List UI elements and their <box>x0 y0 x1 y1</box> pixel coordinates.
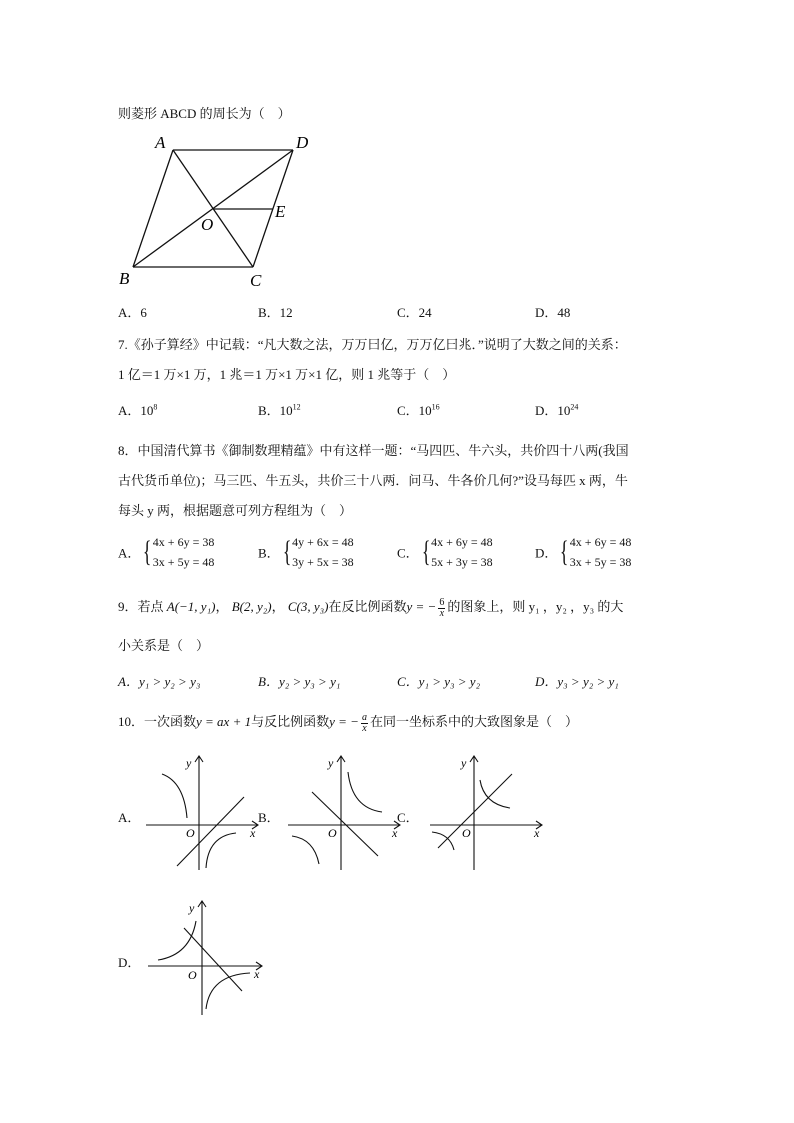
q7-option-a[interactable]: A．$10^8$ <box>118 402 158 418</box>
q9-option-d[interactable]: D．y₃ > y₂ > y₁ <box>535 674 619 689</box>
linear-line <box>438 774 512 848</box>
q8-option-b[interactable]: B．{ 4y + 6x = 48 3y + 5x = 38 <box>258 535 354 569</box>
q10-graph-d[interactable] <box>144 895 274 1020</box>
origin-label: O <box>188 968 197 982</box>
hyperbola-branch <box>348 772 382 812</box>
axis-x-label: x <box>534 826 540 840</box>
label-d: D <box>296 133 309 152</box>
q7-option-d[interactable]: D．$10^{24}$ <box>535 402 579 418</box>
q9-option-b[interactable]: B．y₂ > y₃ > y₁ <box>258 674 341 689</box>
hyperbola-branch <box>158 921 196 960</box>
q8-line3: 每头 y 两，根据题意可列方程组为（ ） <box>118 503 353 518</box>
label-o: O <box>201 215 214 234</box>
hyperbola-branch <box>292 836 319 864</box>
q7-line1: 7.《孙子算经》中记载：“凡大数之法，万万曰亿，万万亿曰兆．”说明了大数之间的关系： <box>118 337 627 352</box>
q6-option-c[interactable]: C．24 <box>397 305 432 320</box>
axis-y-label: y <box>186 756 192 770</box>
q10-line1: 10．一次函数y = ax + 1与反比例函数y = − $\frac{a}{x}$ 在同一坐标系中的大致图象是（ ） <box>118 711 578 734</box>
q9-line1: 9．若点 A(−1, y₁)， B(2, y₂)， C(3, y₃)在反比例函数y = − $\frac{6}{x}$ 的图象上，则 y₁ ，y₂ ，y₃ 的大 <box>118 596 624 619</box>
q8-option-a[interactable]: A．{ 4x + 6y = 38 3x + 5y = 48 <box>118 535 215 569</box>
q10-option-a-label[interactable]: A． <box>118 810 141 825</box>
origin-label: O <box>328 826 337 840</box>
q10-option-b-label[interactable]: B． <box>258 810 280 825</box>
q6-option-d[interactable]: D．48 <box>535 305 571 320</box>
label-c: C <box>250 271 262 290</box>
fraction: $\frac{a}{x}$ <box>361 711 367 734</box>
side-ba <box>133 150 173 267</box>
q10-graph-a[interactable] <box>140 752 270 877</box>
origin-label: O <box>462 826 471 840</box>
origin-label: O <box>186 826 195 840</box>
q9-option-a[interactable]: A．y₁ > y₂ > y₃ <box>118 674 201 689</box>
q7-option-c[interactable]: C．$10^{16}$ <box>397 402 440 418</box>
brace-icon: { <box>560 535 569 568</box>
axis-x-label: x <box>250 826 256 840</box>
q7-line2: 1 亿＝1 万×1 万，1 兆＝1 万×1 万×1 亿，则 1 兆等于（ ） <box>118 367 456 382</box>
hyperbola-branch <box>480 780 510 808</box>
brace-icon: { <box>421 535 431 568</box>
q10-graph-b[interactable] <box>282 752 412 877</box>
q8-line1: 8．中国清代算书《御制数理精蕴》中有这样一题：“马四匹、牛六头，共价四十八两(我国 <box>118 443 629 458</box>
label-e: E <box>275 202 286 221</box>
q10-option-d-label[interactable]: D． <box>118 955 141 970</box>
hyperbola-branch <box>206 973 250 1009</box>
q8-line2: 古代货币单位)；马三匹、牛五头，共价三十八两．问马、牛各价几何?”设马每匹 x 两，牛 <box>118 473 628 488</box>
q6-option-a[interactable]: A．6 <box>118 305 147 320</box>
q8-option-d[interactable]: D．{ 4x + 6y = 48 3x + 5y = 38 <box>535 535 632 569</box>
brace-icon: { <box>143 535 152 568</box>
q8-option-c[interactable]: C．{ 4x + 6y = 48 5x + 3y = 38 <box>397 535 493 569</box>
q7-option-b[interactable]: B．$10^{12}$ <box>258 402 301 418</box>
rhombus-figure <box>115 130 325 290</box>
axis-y-label: y <box>189 901 195 915</box>
axis-x-label: x <box>392 826 398 840</box>
axis-y-label: y <box>461 756 467 770</box>
axis-x-label: x <box>254 967 260 981</box>
fraction: $\frac{6}{x}$ <box>439 596 445 619</box>
label-b: B <box>119 269 130 288</box>
q10-graph-c[interactable] <box>424 752 554 877</box>
q9-option-c[interactable]: C．y₁ > y₃ > y₂ <box>397 674 481 689</box>
hyperbola-branch <box>206 833 236 868</box>
q9-line2: 小关系是（ ） <box>118 638 210 653</box>
brace-icon: { <box>282 535 292 568</box>
q6-option-b[interactable]: B．12 <box>258 305 293 320</box>
label-a: A <box>155 133 166 152</box>
q6-stem: 则菱形 ABCD 的周长为（ ） <box>118 106 291 121</box>
axis-y-label: y <box>328 756 334 770</box>
q10-option-c-label[interactable]: C． <box>397 810 419 825</box>
hyperbola-branch <box>162 774 187 818</box>
linear-line <box>312 792 378 856</box>
